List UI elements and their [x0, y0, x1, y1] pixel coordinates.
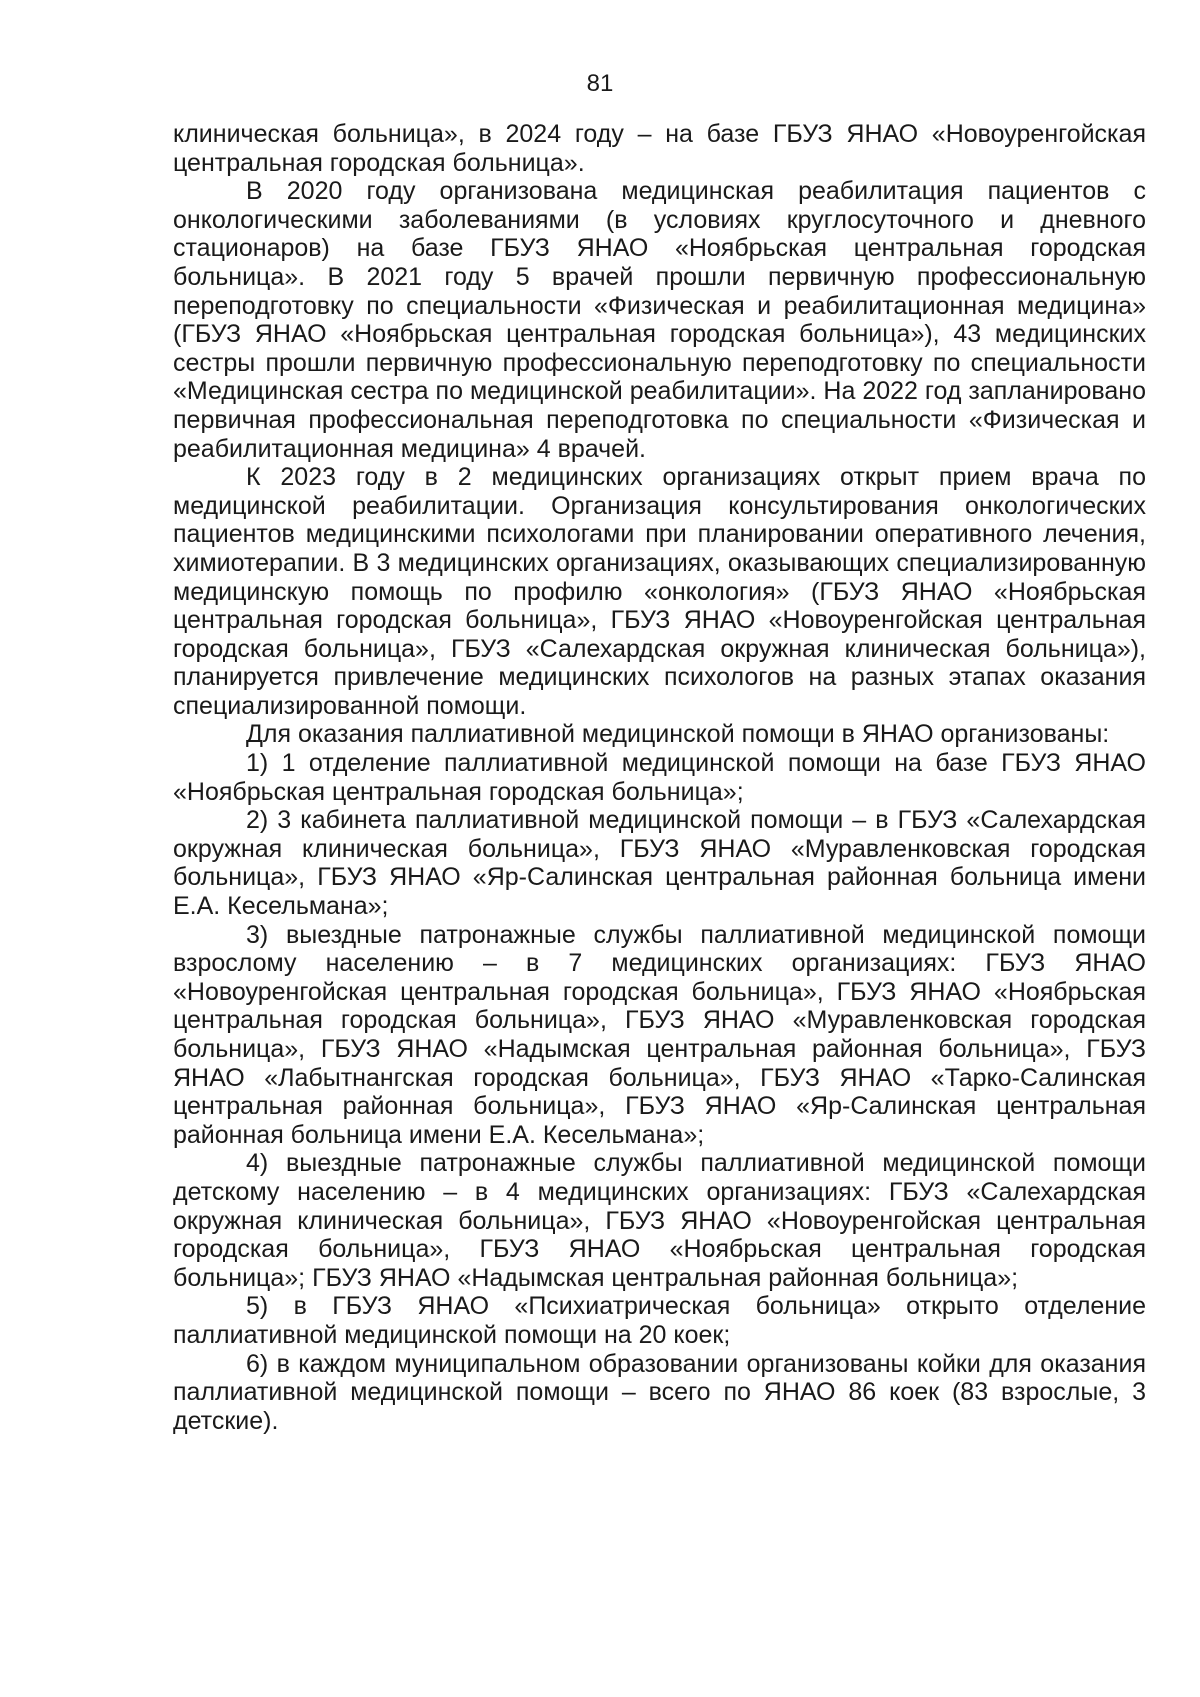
paragraph-palliative-intro: Для оказания паллиативной медицинской помощи в ЯНАО организованы: — [246, 720, 1110, 749]
document-body — [173, 120, 1146, 1435]
list-item-5: 5) в ГБУЗ ЯНАО «Психиатрическая больница» открыто отделение паллиативной медицинской помощи на 20 коек; — [173, 1292, 1146, 1349]
list-item-6: 6) в каждом муниципальном образовании организованы койки для оказания паллиативной медицинской помощи – всего по ЯНАО 86 коек (83 взрослые, 3 детские). — [173, 1349, 1146, 1435]
list-item-4: 4) выездные патронажные службы паллиативной медицинской помощи детскому населению – в 4 медицинских организациях: ГБУЗ «Салехардская окружная клиническая больница», ГБУЗ ЯНАО «Новоуренгойская центральная городская больница», ГБУЗ ЯНАО «Ноябрьская центральная городская больница»; ГБУЗ ЯНАО «Надымская центральная районная больница»; — [173, 1149, 1146, 1292]
list-item-2: 2) 3 кабинета паллиативной медицинской помощи – в ГБУЗ «Салехардская окружная клиническая больница», ГБУЗ ЯНАО «Муравленковская городская больница», ГБУЗ ЯНАО «Яр-Салинская центральная районная больница имени Е.А. Кесельмана»; — [173, 806, 1146, 921]
paragraph-rehabilitation-2020: В 2020 году организована медицинская реабилитация пациентов с онкологическими заболеваниями (в условиях круглосуточного и дневного стационаров) на базе ГБУЗ ЯНАО «Ноябрьская центральная городская больница». В 2021 году 5 врачей прошли первичную профессиональную переподготовку по специальности «Физическая и реабилитационная медицина» (ГБУЗ ЯНАО «Ноябрьская центральная городская больница»), 43 медицинских сестры прошли первичную профессиональную переподготовку по специальности «Медицинская сестра по медицинской реабилитации». На 2022 год запланировано первичная профессиональная переподготовка по специальности «Физическая и реабилитационная медицина» 4 врачей. — [173, 177, 1146, 463]
page-number: 81 — [586, 70, 614, 97]
list-item-1: 1) 1 отделение паллиативной медицинской помощи на базе ГБУЗ ЯНАО «Ноябрьская центральная городская больница»; — [173, 749, 1146, 806]
paragraph-continuation: клиническая больница», в 2024 году – на базе ГБУЗ ЯНАО «Новоуренгойская центральная городская больница». — [173, 120, 1146, 177]
paragraph-rehabilitation-2023: К 2023 году в 2 медицинских организациях открыт прием врача по медицинской реабилитации. Организация консультирования онкологических пациентов медицинскими психологами при планировании оперативного лечения, химиотерапии. В 3 медицинских организациях, оказывающих специализированную медицинскую помощь по профилю «онкология» (ГБУЗ ЯНАО «Ноябрьская центральная городская больница», ГБУЗ ЯНАО «Новоуренгойская центральная городская больница», ГБУЗ «Салехардская окружная клиническая больница»), планируется привлечение медицинских психологов на разных этапах оказания специализированной помощи. — [173, 463, 1146, 720]
list-item-3: 3) выездные патронажные службы паллиативной медицинской помощи взрослому населению – в 7 медицинских организациях: ГБУЗ ЯНАО «Новоуренгойская центральная городская больница», ГБУЗ ЯНАО «Ноябрьская центральная городская больница», ГБУЗ ЯНАО «Муравленковская городская больница», ГБУЗ ЯНАО «Надымская центральная районная больница», ГБУЗ ЯНАО «Лабытнангская городская больница», ГБУЗ ЯНАО «Тарко-Салинская центральная районная больница», ГБУЗ ЯНАО «Яр-Салинская центральная районная больница имени Е.А. Кесельмана»; — [173, 920, 1146, 1149]
